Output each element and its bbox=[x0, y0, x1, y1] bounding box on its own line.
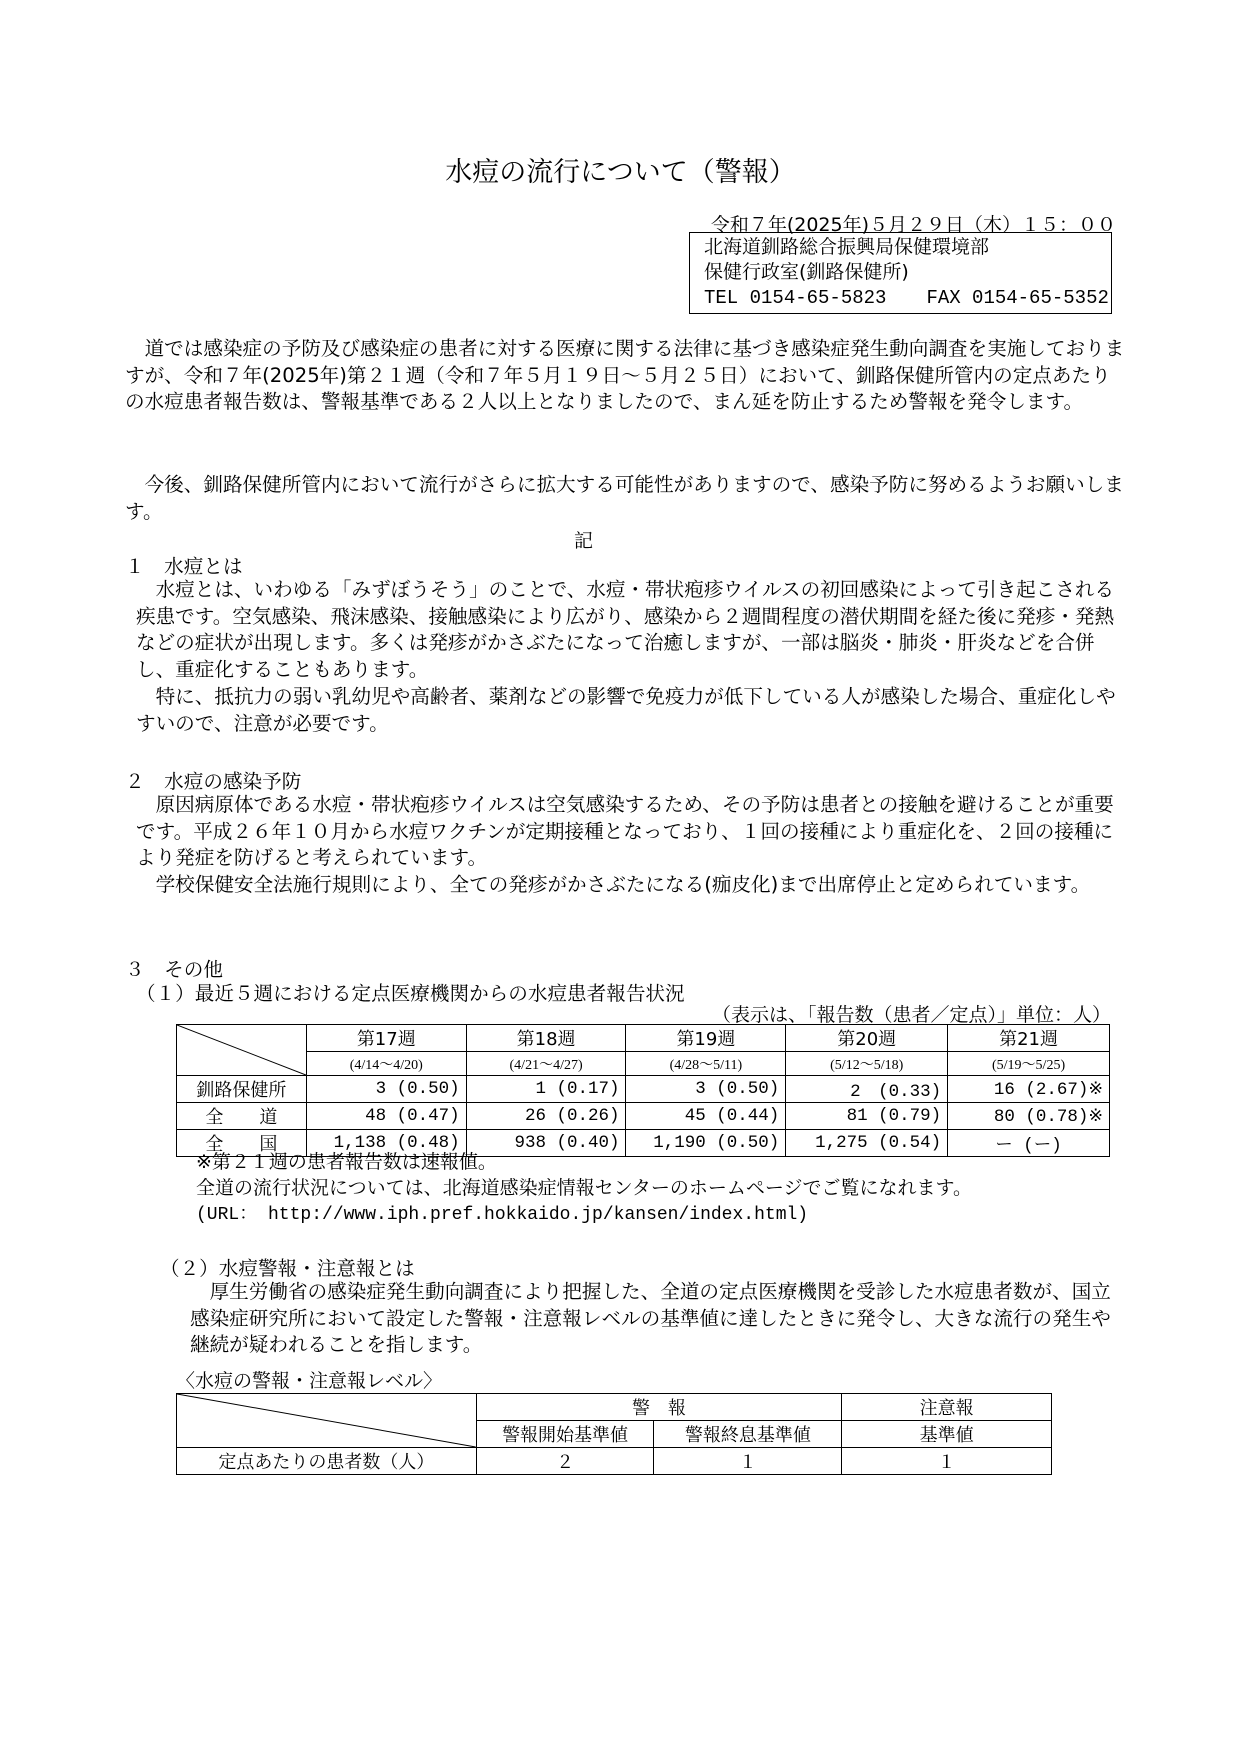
alarm-end-header: 警報終息基準値 bbox=[654, 1421, 842, 1448]
table-cell: 2 (0.33) bbox=[786, 1076, 948, 1103]
section1-paragraph1: 水痘とは、いわゆる「みずぼうそう」のことで、水痘・帯状疱疹ウイルスの初回感染によって引き起こされる疾患です。空気感染、飛沫感染、接触感染により広がり、感染から２週間程度の潜伏期間を経た後に発疹・発熱などの症状が出現します。多くは発疹がかさぶたになって治癒しますが、一部は脳炎・肺炎・肝炎などを合併し、重症化することもあります。 bbox=[136, 578, 1115, 681]
table-cell: 45 (0.44) bbox=[626, 1103, 786, 1130]
table-cell: 80 (0.78)※ bbox=[948, 1103, 1110, 1130]
report-table bbox=[176, 1024, 1110, 1157]
issuer-box bbox=[689, 232, 1112, 314]
table-note-preliminary: ※第２１週の患者報告数は速報値。 bbox=[196, 1151, 497, 1173]
section3-heading: ３ その他 bbox=[125, 958, 223, 981]
level-corner-cell bbox=[177, 1394, 477, 1448]
week-range: (4/28～5/11) bbox=[626, 1052, 786, 1076]
week-range: (5/19～5/25) bbox=[948, 1052, 1110, 1076]
issue-date: 令和７年(2025年)５月２９日（木）１５：００ bbox=[710, 214, 1116, 236]
table-note-url: (URL： http://www.iph.pref.hokkaido.jp/kansen/index.html) bbox=[196, 1205, 809, 1225]
alarm-header: 警 報 bbox=[476, 1394, 842, 1421]
week-range: (4/14～4/20) bbox=[306, 1052, 466, 1076]
week-range: (5/12～5/18) bbox=[786, 1052, 948, 1076]
table-cell: 1,275 (0.54) bbox=[786, 1130, 948, 1157]
table-row bbox=[177, 1448, 1052, 1475]
alarm-end-value: １ bbox=[654, 1448, 842, 1475]
section2-paragraph2: 学校保健安全法施行規則により、全ての発疹がかさぶたになる(痂皮化)まで出席停止と定められています。 bbox=[155, 873, 1091, 896]
table-cell: 1,190 (0.50) bbox=[626, 1130, 786, 1157]
week-header: 第17週 bbox=[306, 1025, 466, 1052]
table-cell: ー (ー) bbox=[948, 1130, 1110, 1157]
table-cell: 81 (0.79) bbox=[786, 1103, 948, 1130]
caution-header: 注意報 bbox=[842, 1394, 1052, 1421]
alarm-start-header: 警報開始基準値 bbox=[476, 1421, 654, 1448]
row-label-hokkaido: 全 道 bbox=[177, 1103, 307, 1130]
section1-heading: １ 水痘とは bbox=[125, 555, 243, 578]
table-cell: 1,138 (0.48) bbox=[306, 1130, 466, 1157]
intro-paragraph-2: 今後、釧路保健所管内において流行がさらに拡大する可能性がありますので、感染予防に努めるようお願いします。 bbox=[125, 473, 1124, 523]
table-cell: 3 (0.50) bbox=[626, 1076, 786, 1103]
section2-heading: ２ 水痘の感染予防 bbox=[125, 770, 302, 793]
caution-base-header: 基準値 bbox=[842, 1421, 1052, 1448]
table-cell: 1 (0.17) bbox=[466, 1076, 626, 1103]
subsection2-paragraph: 厚生労働省の感染症発生動向調査により把握した、全道の定点医療機関を受診した水痘患者数が、国立感染症研究所において設定した警報・注意報レベルの基準値に達したときに発令し、大きな流行の発生や継続が疑われることを指します。 bbox=[190, 1280, 1111, 1356]
row-label-national: 全 国 bbox=[177, 1130, 307, 1157]
issuer-contact bbox=[704, 285, 1111, 311]
table-row bbox=[177, 1076, 1110, 1103]
issuer-fax: FAX 0154-65-5352 bbox=[926, 287, 1109, 309]
section1-paragraph2: 特に、抵抗力の弱い乳幼児や高齢者、薬剤などの影響で免疫力が低下している人が感染した場合、重症化しやすいので、注意が必要です。 bbox=[136, 685, 1116, 735]
diagonal-line bbox=[177, 1394, 476, 1447]
table-cell: 26 (0.26) bbox=[466, 1103, 626, 1130]
issuer-dept: 北海道釧路総合振興局保健環境部 bbox=[704, 236, 990, 258]
issuer-tel: TEL 0154-65-5823 bbox=[704, 287, 887, 309]
level-table bbox=[176, 1393, 1052, 1475]
ki-mark: 記 bbox=[574, 530, 594, 552]
subsection1-heading: （１）最近５週における定点医療機関からの水痘患者報告状況 bbox=[136, 982, 685, 1005]
week-range: (4/21～4/27) bbox=[466, 1052, 626, 1076]
level-row-label: 定点あたりの患者数（人） bbox=[177, 1448, 477, 1475]
table-corner-cell bbox=[177, 1025, 307, 1076]
section2-paragraph1: 原因病原体である水痘・帯状疱疹ウイルスは空気感染するため、その予防は患者との接触を避けることが重要です。平成２６年１０月から水痘ワクチンが定期接種となっており、１回の接種により重症化を、２回の接種により発症を防げると考えられています。 bbox=[136, 793, 1114, 869]
subsection2-heading: （２）水痘警報・注意報とは bbox=[160, 1257, 415, 1280]
week-header: 第18週 bbox=[466, 1025, 626, 1052]
table-cell: 48 (0.47) bbox=[306, 1103, 466, 1130]
level-table-caption: 〈水痘の警報・注意報レベル〉 bbox=[176, 1370, 443, 1392]
week-header: 第20週 bbox=[786, 1025, 948, 1052]
caution-base-value: １ bbox=[842, 1448, 1052, 1475]
table-cell: 3 (0.50) bbox=[306, 1076, 466, 1103]
page-title: 水痘の流行について（警報） bbox=[445, 157, 796, 188]
table-cell: 16 (2.67)※ bbox=[948, 1076, 1110, 1103]
alarm-start-value: ２ bbox=[476, 1448, 654, 1475]
week-header: 第19週 bbox=[626, 1025, 786, 1052]
diagonal-line bbox=[177, 1025, 306, 1075]
intro-paragraph: 道では感染症の予防及び感染症の患者に対する医療に関する法律に基づき感染症発生動向調査を実施しておりますが、令和７年(2025年)第２１週（令和７年５月１９日～５月２５日）において、釧路保健所管内の定点あたりの水痘患者報告数は、警報基準である２人以上となりましたので、まん延を防止するため警報を発令します。 bbox=[125, 337, 1125, 413]
table-note-homepage: 全道の流行状況については、北海道感染症情報センターのホームページでご覧になれます。 bbox=[196, 1177, 972, 1199]
table-unit-note: （表示は、「報告数（患者／定点）」単位：人） bbox=[711, 1004, 1111, 1026]
issuer-office: 保健行政室(釧路保健所) bbox=[704, 261, 909, 283]
table-row bbox=[177, 1103, 1110, 1130]
week-header: 第21週 bbox=[948, 1025, 1110, 1052]
table-cell: 938 (0.40) bbox=[466, 1130, 626, 1157]
row-label-kushiro: 釧路保健所 bbox=[177, 1076, 307, 1103]
